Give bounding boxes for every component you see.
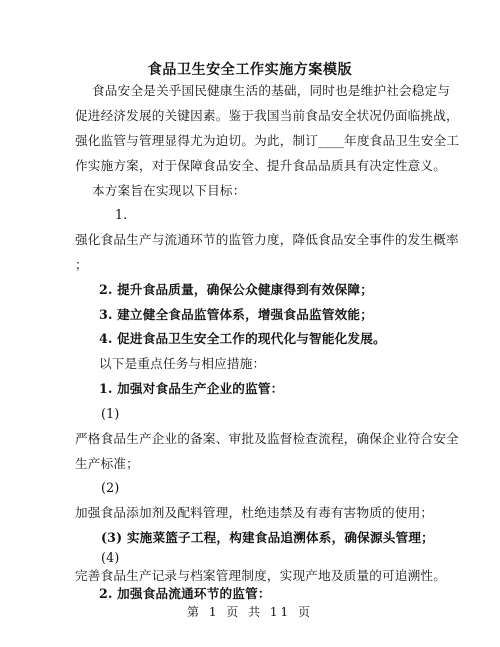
page-footer: 第 1 页 共 11 页	[187, 605, 313, 619]
section-heading: 2. 加强食品流通环节的监管：	[99, 586, 271, 601]
list-number: (2)	[101, 480, 120, 495]
measure-item: (3) 实施菜篮子工程，构建食品追溯体系，确保源头管理；	[101, 530, 434, 545]
paragraph-line: 作实施方案，对于保障食品安全、提升食品品质具有决定性意义。	[75, 158, 447, 173]
paragraph-line: 食品安全是关乎国民健康生活的基础，同时也是维护社会稳定与	[92, 83, 451, 98]
paragraph-line: 本方案旨在实现以下目标：	[92, 183, 246, 198]
paragraph-line: 加强食品添加剂及配料管理，杜绝违禁及有毒有害物质的使用；	[75, 505, 434, 520]
paragraph-line: 强化食品生产与流通环节的监管力度，降低食品安全事件的发生概率	[75, 232, 459, 247]
section-heading: 1. 加强对食品生产企业的监管：	[99, 381, 284, 396]
paragraph-line: ；	[75, 257, 88, 272]
goal-item: 2. 提升食品质量，确保公众健康得到有效保障；	[99, 282, 374, 297]
list-number: (1)	[101, 406, 120, 421]
paragraph-line: 生产标准；	[75, 456, 139, 471]
paragraph-line: 强化监管与管理显得尤为迫切。为此，制订____年度食品卫生安全工	[75, 133, 460, 148]
list-number: (4)	[101, 550, 120, 565]
goal-item: 4. 促进食品卫生安全工作的现代化与智能化发展。	[99, 331, 386, 346]
list-number: 1.	[115, 207, 128, 222]
goal-item: 3. 建立健全食品监管体系，增强食品监管效能；	[99, 307, 374, 322]
paragraph-line: 完善食品生产记录与档案管理制度，实现产地及质量的可追溯性。	[75, 568, 447, 583]
document-title: 食品卫生安全工作实施方案模版	[147, 62, 353, 78]
paragraph-line: 促进经济发展的关键因素。鉴于我国当前食品安全状况仍面临挑战，	[75, 108, 459, 123]
paragraph-line: 以下是重点任务与相应措施：	[99, 356, 266, 371]
paragraph-line: 严格食品生产企业的备案、审批及监督检查流程，确保企业符合安全	[75, 431, 459, 446]
